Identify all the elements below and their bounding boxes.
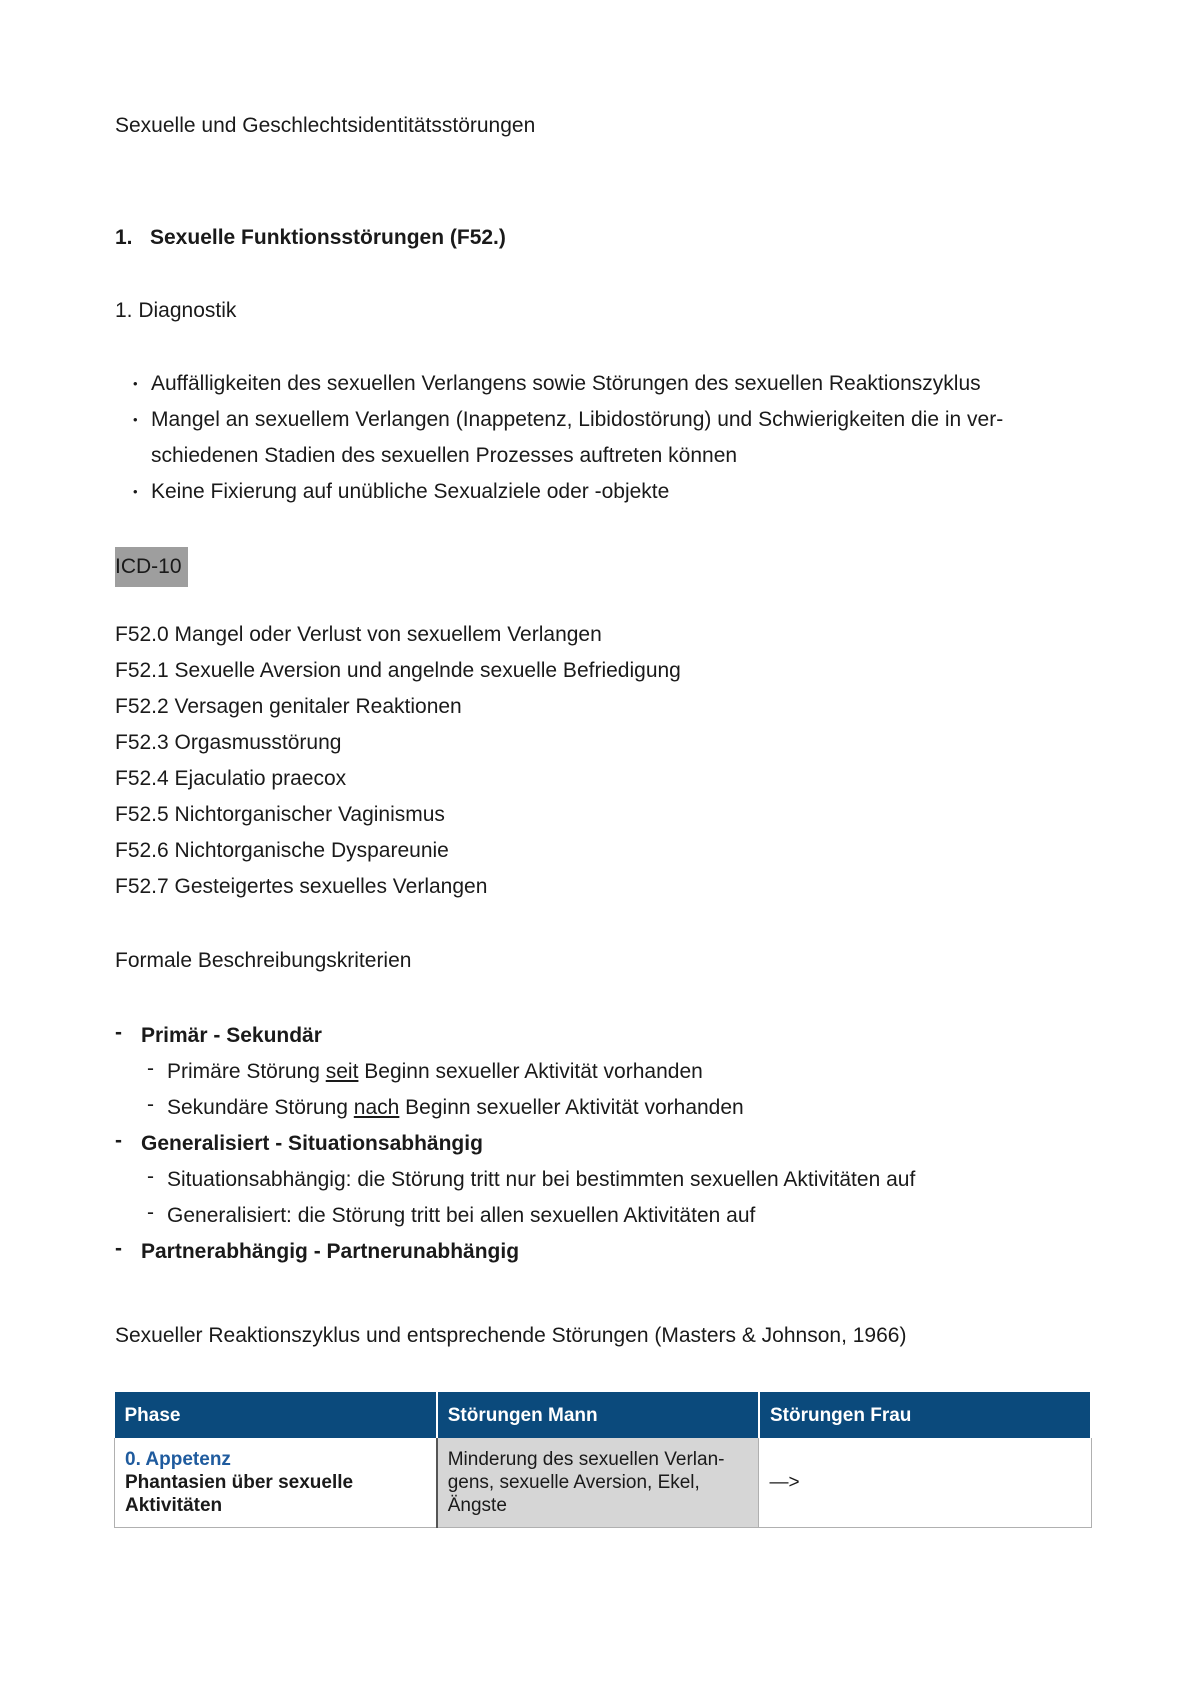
list-item: • Keine Fixierung auf unübliche Sexualziele oder -objekte [115, 474, 1110, 510]
criterion-sublist [141, 1054, 1110, 1126]
subitem-text: Primäre Störung [167, 1060, 326, 1083]
icd-code: F52.1 Sexuelle Aversion und angelnde sexuelle Befriedigung [115, 659, 681, 682]
icd-code: F52.5 Nichtorganischer Vaginismus [115, 803, 445, 826]
icd-code: F52.2 Versagen genitaler Reaktionen [115, 695, 462, 718]
diagnostik-list [115, 366, 1110, 510]
icd-code: F52.3 Orgasmusstörung [115, 731, 342, 754]
table-header-row [115, 1392, 1092, 1438]
icd-code: F52.4 Ejaculatio praecox [115, 767, 347, 790]
criterion-subitem: - Situationsabhängig: die Störung tritt nur bei bestimmten sexuellen Aktivitäten auf [141, 1162, 1110, 1198]
list-item: • Mangel an sexuellem Verlangen (Inappetenz, Libidostörung) und Schwierigkeiten die in ver- [115, 402, 1110, 438]
male-disorders-cell: Minderung des sexuellen Verlan-gens, sexuelle Aversion, Ekel, Ängste [437, 1438, 759, 1528]
list-item: • Auffälligkeiten des sexuellen Verlangens sowie Störungen des sexuellen Reaktionszyklus [115, 366, 1110, 402]
section-heading [115, 220, 1110, 256]
phase-cell [115, 1438, 437, 1528]
subitem-underlined: seit [325, 1060, 359, 1083]
subitem-text: Sekundäre Störung [167, 1096, 354, 1119]
criterion [115, 1018, 1110, 1126]
criterion-subitem: - Generalisiert: die Störung tritt bei allen sexuellen Aktivitäten auf [141, 1198, 1110, 1234]
section-number: 1. [115, 226, 133, 249]
criterion [115, 1234, 1110, 1270]
subitem-underlined: nach [353, 1096, 400, 1119]
subitem-text: Beginn sexueller Aktivität vorhanden [399, 1096, 744, 1119]
reaction-cycle-heading: Sexueller Reaktionszyklus und entsprechende Störungen (Masters & Johnson, 1966) [115, 1324, 907, 1347]
phase-name: 0. Appetenz [125, 1449, 231, 1470]
column-header: Störungen Mann [437, 1392, 759, 1438]
icd-code-list [115, 617, 1110, 905]
icd-code: F52.0 Mangel oder Verlust von sexuellem Verlangen [115, 623, 602, 646]
table-row [115, 1438, 1092, 1528]
criterion-subitem [141, 1054, 1110, 1090]
criterion [115, 1126, 1110, 1234]
criterion-label: Generalisiert - Situationsabhängig [141, 1132, 483, 1155]
subitem-text: Beginn sexueller Aktivität vorhanden [358, 1060, 703, 1083]
icd-code: F52.7 Gesteigertes sexuelles Verlangen [115, 875, 488, 898]
formal-criteria-heading: Formale Beschreibungskriterien [115, 949, 412, 972]
reaction-cycle-table [114, 1392, 1092, 1528]
criteria-list [115, 1018, 1110, 1270]
icd-highlight-label: ICD-10 [115, 547, 188, 587]
list-item-continuation: schiedenen Stadien des sexuellen Prozesses auftreten können [151, 444, 738, 467]
criterion-sublist [141, 1162, 1110, 1234]
icd-code: F52.6 Nichtorganische Dyspareunie [115, 839, 449, 862]
column-header: Phase [115, 1392, 437, 1438]
female-disorders-cell: —> [759, 1438, 1091, 1528]
criterion-label: Primär - Sekundär [141, 1024, 322, 1047]
column-header: Störungen Frau [759, 1392, 1091, 1438]
document-title: Sexuelle und Geschlechtsidentitätsstörungen [115, 114, 536, 137]
phase-description: Phantasien über sexuelle Aktivitäten [125, 1472, 354, 1516]
subsection-heading: 1. Diagnostik [115, 299, 237, 322]
section-title: Sexuelle Funktionsstörungen (F52.) [150, 226, 506, 249]
criterion-label: Partnerabhängig - Partnerunabhängig [141, 1240, 520, 1263]
criterion-subitem [141, 1090, 1110, 1126]
